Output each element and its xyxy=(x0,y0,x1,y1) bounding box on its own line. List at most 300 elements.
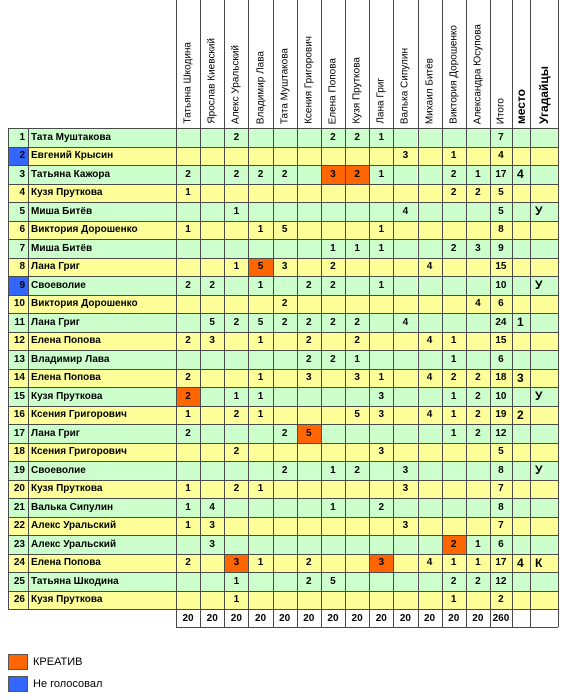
row-total: 24 xyxy=(490,313,512,332)
vote-cell xyxy=(321,184,345,203)
grid-line xyxy=(8,572,558,573)
vote-cell xyxy=(369,461,393,480)
participant-name: Своеволие xyxy=(28,276,176,295)
grid-line xyxy=(8,554,558,555)
grid-line xyxy=(273,0,274,627)
row-total: 12 xyxy=(490,424,512,443)
vote-cell xyxy=(393,128,417,147)
vote-cell xyxy=(393,276,417,295)
vote-cell xyxy=(418,313,442,332)
vote-cell xyxy=(369,313,393,332)
vote-cell xyxy=(248,443,272,462)
column-total: 20 xyxy=(200,609,224,627)
vote-cell xyxy=(200,369,224,388)
participant-name: Тата Муштакова xyxy=(28,128,176,147)
vote-cell: 2 xyxy=(466,387,490,406)
vote-cell xyxy=(273,572,297,591)
column-total: 20 xyxy=(224,609,248,627)
row-place xyxy=(512,572,530,591)
grid-line xyxy=(369,0,370,627)
row-place xyxy=(512,332,530,351)
vote-cell xyxy=(442,128,466,147)
vote-cell xyxy=(418,202,442,221)
row-number: 19 xyxy=(8,461,28,480)
vote-cell xyxy=(248,202,272,221)
vote-cell xyxy=(345,147,369,166)
vote-cell: 3 xyxy=(321,165,345,184)
row-number: 24 xyxy=(8,554,28,573)
column-header-label: Виктория Дорошенко xyxy=(448,25,460,124)
row-place xyxy=(512,276,530,295)
row-guesser xyxy=(530,480,558,499)
vote-cell: 4 xyxy=(418,332,442,351)
vote-cell: 2 xyxy=(297,313,321,332)
grid-line xyxy=(345,0,346,627)
row-place xyxy=(512,461,530,480)
vote-cell: 3 xyxy=(369,406,393,425)
vote-cell xyxy=(176,572,200,591)
vote-cell xyxy=(393,591,417,610)
row-total: 2 xyxy=(490,591,512,610)
vote-cell xyxy=(418,221,442,240)
vote-cell xyxy=(200,572,224,591)
column-total: 20 xyxy=(297,609,321,627)
vote-cell: 1 xyxy=(248,406,272,425)
vote-cell xyxy=(345,498,369,517)
grid-line xyxy=(8,202,558,203)
vote-cell xyxy=(273,498,297,517)
vote-cell: 2 xyxy=(321,313,345,332)
vote-cell xyxy=(442,517,466,536)
row-guesser: У xyxy=(530,276,558,295)
vote-cell: 1 xyxy=(442,591,466,610)
vote-cell xyxy=(176,295,200,314)
vote-cell xyxy=(418,295,442,314)
vote-cell: 5 xyxy=(321,572,345,591)
vote-cell xyxy=(345,443,369,462)
vote-cell xyxy=(200,165,224,184)
row-guesser xyxy=(530,517,558,536)
legend-item-creative xyxy=(8,652,102,672)
vote-cell: 2 xyxy=(321,128,345,147)
vote-cell xyxy=(393,572,417,591)
vote-cell xyxy=(248,239,272,258)
row-number: 8 xyxy=(8,258,28,277)
vote-cell xyxy=(418,387,442,406)
vote-cell xyxy=(466,147,490,166)
column-total: 20 xyxy=(248,609,272,627)
grid-line xyxy=(512,0,513,627)
vote-cell xyxy=(466,498,490,517)
vote-cell xyxy=(297,406,321,425)
vote-cell xyxy=(248,517,272,536)
row-number: 21 xyxy=(8,498,28,517)
vote-cell xyxy=(297,498,321,517)
column-header-label: Владимир Лава xyxy=(255,50,266,124)
vote-cell: 4 xyxy=(418,554,442,573)
vote-cell: 2 xyxy=(224,313,248,332)
vote-cell: 2 xyxy=(273,461,297,480)
row-number: 20 xyxy=(8,480,28,499)
vote-cell xyxy=(297,461,321,480)
row-number: 22 xyxy=(8,517,28,536)
vote-cell xyxy=(321,387,345,406)
vote-cell xyxy=(321,406,345,425)
vote-cell: 2 xyxy=(224,406,248,425)
grid-line xyxy=(28,128,29,609)
participant-name: Евгений Крысин xyxy=(28,147,176,166)
participant-name: Кузя Пруткова xyxy=(28,387,176,406)
vote-cell: 2 xyxy=(466,369,490,388)
vote-cell: 3 xyxy=(393,147,417,166)
vote-cell xyxy=(418,461,442,480)
vote-cell: 1 xyxy=(321,498,345,517)
vote-cell: 1 xyxy=(369,221,393,240)
vote-cell: 2 xyxy=(248,165,272,184)
vote-cell xyxy=(273,184,297,203)
grid-line xyxy=(8,369,558,370)
vote-cell xyxy=(176,128,200,147)
row-number: 18 xyxy=(8,443,28,462)
vote-cell xyxy=(321,202,345,221)
grid-line xyxy=(176,627,558,628)
vote-cell xyxy=(176,591,200,610)
participant-name: Виктория Дорошенко xyxy=(28,221,176,240)
row-place xyxy=(512,517,530,536)
vote-cell: 1 xyxy=(176,498,200,517)
grid-line xyxy=(418,0,419,627)
vote-cell: 3 xyxy=(297,369,321,388)
vote-cell xyxy=(273,443,297,462)
vote-cell xyxy=(273,387,297,406)
row-place xyxy=(512,591,530,610)
grid-line xyxy=(8,535,558,536)
grid-line xyxy=(224,0,225,627)
vote-cell xyxy=(369,202,393,221)
column-header-label: Угадайцы xyxy=(536,66,551,124)
participant-name: Елена Попова xyxy=(28,554,176,573)
vote-cell: 2 xyxy=(442,572,466,591)
participant-name: Лана Григ xyxy=(28,424,176,443)
vote-cell: 2 xyxy=(297,572,321,591)
row-place xyxy=(512,387,530,406)
column-header xyxy=(297,0,321,128)
vote-cell xyxy=(297,443,321,462)
row-place xyxy=(512,295,530,314)
vote-cell xyxy=(297,295,321,314)
column-header-label: Итого xyxy=(495,97,507,124)
vote-cell xyxy=(442,258,466,277)
vote-cell xyxy=(369,424,393,443)
vote-cell xyxy=(321,424,345,443)
vote-cell xyxy=(369,258,393,277)
vote-cell xyxy=(297,480,321,499)
row-guesser xyxy=(530,258,558,277)
vote-cell: 2 xyxy=(200,276,224,295)
vote-cell: 1 xyxy=(176,480,200,499)
vote-cell: 2 xyxy=(442,369,466,388)
vote-cell xyxy=(345,184,369,203)
vote-cell: 3 xyxy=(345,369,369,388)
vote-cell xyxy=(224,424,248,443)
vote-cell: 1 xyxy=(369,276,393,295)
grid-line xyxy=(8,184,558,185)
column-header xyxy=(418,0,442,128)
vote-cell xyxy=(369,572,393,591)
row-guesser xyxy=(530,443,558,462)
column-header xyxy=(490,0,512,128)
vote-cell xyxy=(369,147,393,166)
participant-name: Татьяна Шкодина xyxy=(28,572,176,591)
participant-name: Елена Попова xyxy=(28,332,176,351)
grand-total: 260 xyxy=(490,609,512,627)
vote-cell xyxy=(369,535,393,554)
vote-cell xyxy=(224,239,248,258)
vote-cell xyxy=(393,295,417,314)
vote-cell xyxy=(224,498,248,517)
vote-cell xyxy=(297,258,321,277)
vote-cell xyxy=(273,406,297,425)
vote-cell xyxy=(345,276,369,295)
vote-cell: 2 xyxy=(273,295,297,314)
vote-cell: 2 xyxy=(321,350,345,369)
vote-cell xyxy=(369,517,393,536)
vote-cell xyxy=(393,406,417,425)
row-guesser: У xyxy=(530,202,558,221)
row-number: 26 xyxy=(8,591,28,610)
vote-cell: 1 xyxy=(345,350,369,369)
vote-cell xyxy=(224,147,248,166)
participant-name: Своеволие xyxy=(28,461,176,480)
vote-cell xyxy=(224,295,248,314)
vote-cell xyxy=(393,498,417,517)
grid-line xyxy=(8,221,558,222)
vote-cell xyxy=(369,350,393,369)
row-total: 6 xyxy=(490,350,512,369)
vote-cell xyxy=(224,369,248,388)
vote-cell: 1 xyxy=(442,424,466,443)
vote-cell xyxy=(297,517,321,536)
vote-cell xyxy=(466,480,490,499)
participant-name: Миша Битёв xyxy=(28,239,176,258)
row-guesser: У xyxy=(530,461,558,480)
vote-cell xyxy=(224,350,248,369)
row-place: 1 xyxy=(512,313,530,332)
row-place xyxy=(512,184,530,203)
vote-cell xyxy=(200,221,224,240)
vote-cell: 1 xyxy=(248,276,272,295)
row-number: 4 xyxy=(8,184,28,203)
column-header xyxy=(224,0,248,128)
vote-cell xyxy=(273,147,297,166)
vote-cell: 2 xyxy=(442,535,466,554)
grid-line xyxy=(8,517,558,518)
vote-cell xyxy=(345,202,369,221)
vote-cell xyxy=(224,332,248,351)
row-guesser xyxy=(530,184,558,203)
vote-cell: 3 xyxy=(466,239,490,258)
vote-cell xyxy=(248,295,272,314)
row-place xyxy=(512,239,530,258)
vote-cell xyxy=(273,517,297,536)
legend xyxy=(8,652,102,696)
row-place: 3 xyxy=(512,369,530,388)
vote-cell xyxy=(442,480,466,499)
vote-cell: 1 xyxy=(248,387,272,406)
row-number: 12 xyxy=(8,332,28,351)
vote-cell xyxy=(248,461,272,480)
row-number: 10 xyxy=(8,295,28,314)
participant-name: Ксения Григорович xyxy=(28,443,176,462)
grid-line xyxy=(176,0,177,627)
column-header-label: Алекс Уральский xyxy=(230,45,242,124)
column-header xyxy=(512,0,530,128)
grid-line xyxy=(297,0,298,627)
column-header xyxy=(248,0,272,128)
vote-cell xyxy=(200,239,224,258)
vote-cell xyxy=(393,165,417,184)
vote-cell: 1 xyxy=(248,332,272,351)
row-total: 7 xyxy=(490,517,512,536)
row-total: 10 xyxy=(490,276,512,295)
vote-cell xyxy=(321,443,345,462)
column-header-label: Тата Муштакова xyxy=(279,47,291,124)
vote-cell xyxy=(297,202,321,221)
row-total: 5 xyxy=(490,443,512,462)
vote-cell: 2 xyxy=(466,184,490,203)
vote-cell xyxy=(393,221,417,240)
row-guesser: К xyxy=(530,554,558,573)
vote-cell xyxy=(466,221,490,240)
row-place: 2 xyxy=(512,406,530,425)
column-header xyxy=(466,0,490,128)
vote-cell: 2 xyxy=(345,332,369,351)
vote-cell xyxy=(224,221,248,240)
vote-cell xyxy=(369,480,393,499)
vote-cell: 1 xyxy=(224,258,248,277)
vote-cell xyxy=(442,295,466,314)
vote-cell xyxy=(442,461,466,480)
vote-cell: 1 xyxy=(224,202,248,221)
vote-cell: 2 xyxy=(273,424,297,443)
vote-cell xyxy=(466,517,490,536)
column-header xyxy=(273,0,297,128)
vote-cell xyxy=(273,276,297,295)
column-header-label: Ярослав Киевский xyxy=(206,38,218,124)
row-total: 15 xyxy=(490,332,512,351)
participant-name: Татьяна Кажора xyxy=(28,165,176,184)
vote-cell xyxy=(393,424,417,443)
vote-cell xyxy=(418,535,442,554)
row-total: 8 xyxy=(490,498,512,517)
vote-cell xyxy=(345,554,369,573)
vote-cell xyxy=(273,128,297,147)
participant-name: Алекс Уральский xyxy=(28,535,176,554)
vote-cell: 2 xyxy=(466,572,490,591)
grid-line xyxy=(8,461,558,462)
vote-cell: 2 xyxy=(442,184,466,203)
vote-cell xyxy=(297,147,321,166)
row-total: 17 xyxy=(490,165,512,184)
row-total: 5 xyxy=(490,202,512,221)
row-total: 5 xyxy=(490,184,512,203)
vote-cell xyxy=(176,202,200,221)
vote-cell: 2 xyxy=(345,461,369,480)
row-place xyxy=(512,147,530,166)
vote-cell xyxy=(393,258,417,277)
grid-line xyxy=(393,0,394,627)
vote-cell: 2 xyxy=(466,424,490,443)
grid-line xyxy=(530,0,531,627)
column-header-label: Михаил Битёв xyxy=(424,57,436,124)
vote-cell xyxy=(297,221,321,240)
vote-cell: 2 xyxy=(176,369,200,388)
vote-cell: 1 xyxy=(442,332,466,351)
vote-cell xyxy=(321,332,345,351)
vote-cell xyxy=(248,184,272,203)
vote-cell xyxy=(418,572,442,591)
vote-cell: 2 xyxy=(176,554,200,573)
column-total: 20 xyxy=(176,609,200,627)
vote-cell xyxy=(442,202,466,221)
vote-cell xyxy=(442,498,466,517)
vote-cell xyxy=(200,258,224,277)
vote-cell xyxy=(466,202,490,221)
vote-cell xyxy=(176,239,200,258)
vote-cell: 2 xyxy=(224,165,248,184)
participant-name: Лана Григ xyxy=(28,258,176,277)
vote-cell: 1 xyxy=(369,239,393,258)
vote-cell: 5 xyxy=(297,424,321,443)
row-place: 4 xyxy=(512,554,530,573)
row-number: 17 xyxy=(8,424,28,443)
row-total: 18 xyxy=(490,369,512,388)
participant-name: Валька Сипулин xyxy=(28,498,176,517)
row-guesser xyxy=(530,147,558,166)
grid-line xyxy=(8,258,558,259)
row-guesser xyxy=(530,369,558,388)
vote-cell: 2 xyxy=(442,239,466,258)
vote-cell xyxy=(345,535,369,554)
vote-cell xyxy=(273,554,297,573)
row-guesser xyxy=(530,498,558,517)
vote-cell xyxy=(297,535,321,554)
vote-cell xyxy=(273,350,297,369)
row-total: 8 xyxy=(490,221,512,240)
row-total: 7 xyxy=(490,480,512,499)
row-number: 16 xyxy=(8,406,28,425)
vote-cell xyxy=(466,350,490,369)
vote-cell: 1 xyxy=(369,165,393,184)
vote-cell xyxy=(345,591,369,610)
vote-cell xyxy=(345,387,369,406)
vote-cell xyxy=(418,498,442,517)
vote-cell xyxy=(418,128,442,147)
row-place xyxy=(512,424,530,443)
row-guesser xyxy=(530,535,558,554)
vote-cell: 4 xyxy=(466,295,490,314)
column-total: 20 xyxy=(345,609,369,627)
column-header-label: Ксения Григорович xyxy=(303,36,315,124)
vote-cell xyxy=(248,128,272,147)
vote-cell xyxy=(345,295,369,314)
vote-cell xyxy=(418,165,442,184)
grid-line xyxy=(558,0,559,627)
participant-name: Лана Григ xyxy=(28,313,176,332)
vote-cell xyxy=(224,517,248,536)
row-guesser xyxy=(530,295,558,314)
vote-cell: 3 xyxy=(393,461,417,480)
